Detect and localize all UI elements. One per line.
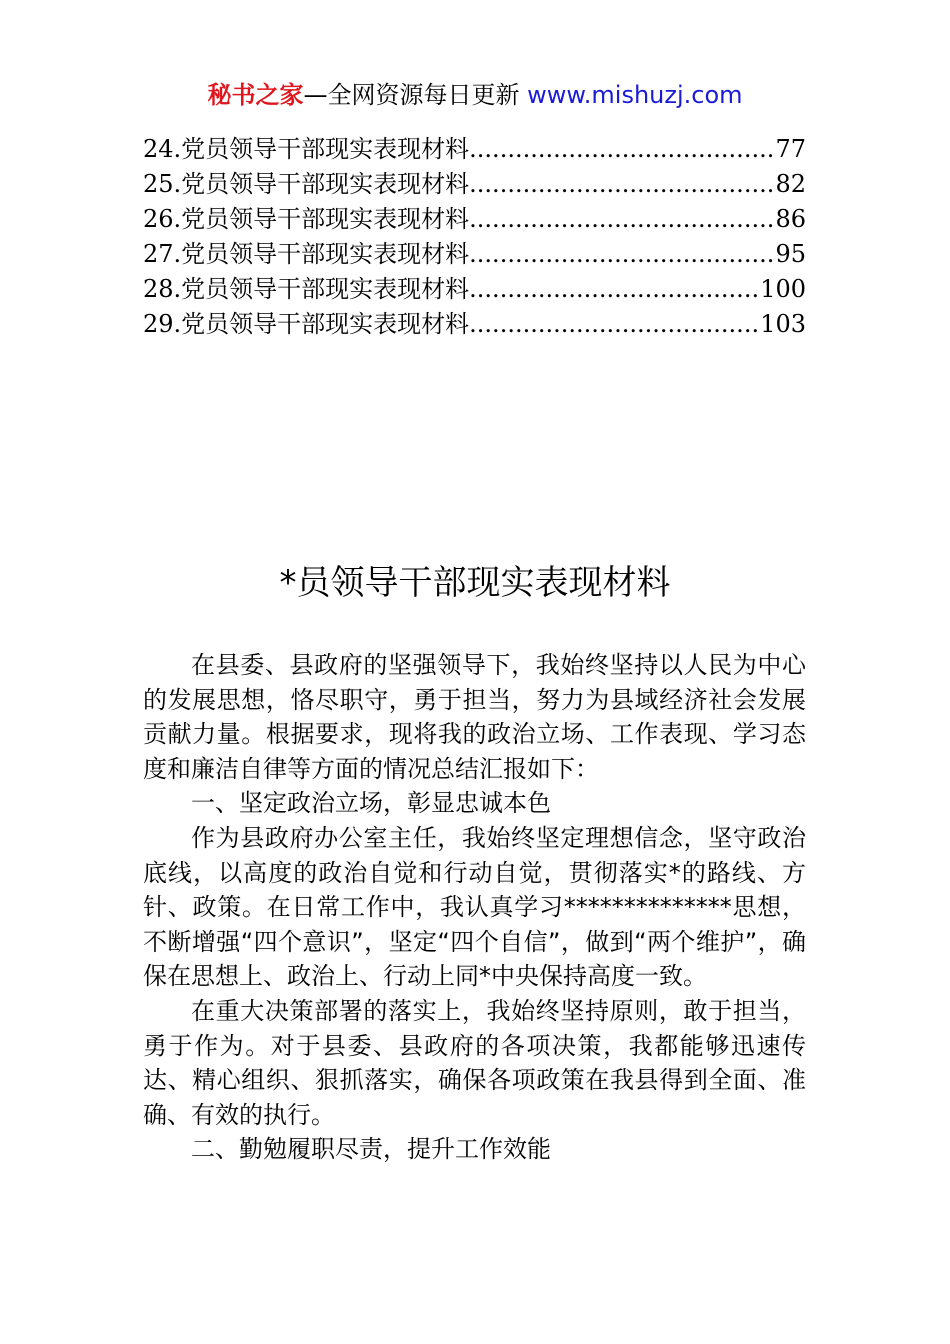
body-paragraph: 作为县政府办公室主任，我始终坚定理想信念，坚守政治底线，以高度的政治自觉和行动自觉，贯彻落实*的路线、方针、政策。在日常工作中，我认真学习**************思想，不断增强“四个意识”，坚定“四个自信”，做到“两个维护”，确保在思想上、政治上、行动上同*中央保持高度一致。 [143, 823, 806, 991]
toc-entry-title: 28.党员领导干部现实表现材料 [143, 275, 470, 303]
toc-entry-title: 25.党员领导干部现实表现材料 [143, 170, 470, 198]
toc-entry-page: 82 [775, 170, 806, 198]
site-header [0, 78, 950, 112]
toc-leader-dots [469, 167, 775, 202]
body-paragraph: 在重大决策部署的落实上，我始终坚持原则，敢于担当，勇于作为。对于县委、县政府的各项决策，我都能够迅速传达、精心组织、狠抓落实，确保各项政策在我县得到全面、准确、有效的执行。 [143, 996, 806, 1129]
toc-entry-page: 103 [760, 310, 806, 338]
section-heading: 一、坚定政治立场，彰显忠诚本色 [191, 789, 551, 818]
toc-entry-title: 26.党员领导干部现实表现材料 [143, 205, 470, 233]
table-of-contents [143, 132, 806, 342]
toc-entry[interactable] [143, 167, 806, 202]
toc-leader-dots [469, 202, 775, 237]
site-tagline: —全网资源每日更新 [303, 81, 528, 109]
toc-entry[interactable] [143, 272, 806, 307]
toc-leader-dots [469, 272, 760, 307]
intro-paragraph: 在县委、县政府的坚强领导下，我始终坚持以人民为中心的发展思想，恪尽职守，勇于担当，努力为县域经济社会发展贡献力量。根据要求，现将我的政治立场、工作表现、学习态度和廉洁自律等方面的情况总结汇报如下： [143, 651, 806, 783]
toc-entry[interactable] [143, 202, 806, 237]
toc-entry[interactable] [143, 237, 806, 272]
toc-leader-dots [469, 132, 775, 167]
site-brand: 秘书之家 [207, 81, 304, 109]
toc-leader-dots [469, 307, 760, 342]
toc-entry-page: 77 [775, 135, 806, 163]
toc-entry-page: 95 [775, 240, 806, 268]
toc-leader-dots [469, 237, 775, 272]
toc-entry-title: 24.党员领导干部现实表现材料 [143, 135, 470, 163]
toc-entry-title: 29.党员领导干部现实表现材料 [143, 310, 470, 338]
toc-entry-page: 86 [775, 205, 806, 233]
document-body [143, 648, 806, 1167]
site-url-link[interactable]: www.mishuzj.com [527, 81, 743, 109]
toc-entry-title: 27.党员领导干部现实表现材料 [143, 240, 470, 268]
toc-entry[interactable] [143, 307, 806, 342]
toc-entry-page: 100 [760, 275, 806, 303]
section-heading: 二、勤勉履职尽责，提升工作效能 [191, 1135, 551, 1164]
document-title: *员领导干部现实表现材料 [279, 563, 671, 603]
toc-entry[interactable] [143, 132, 806, 167]
